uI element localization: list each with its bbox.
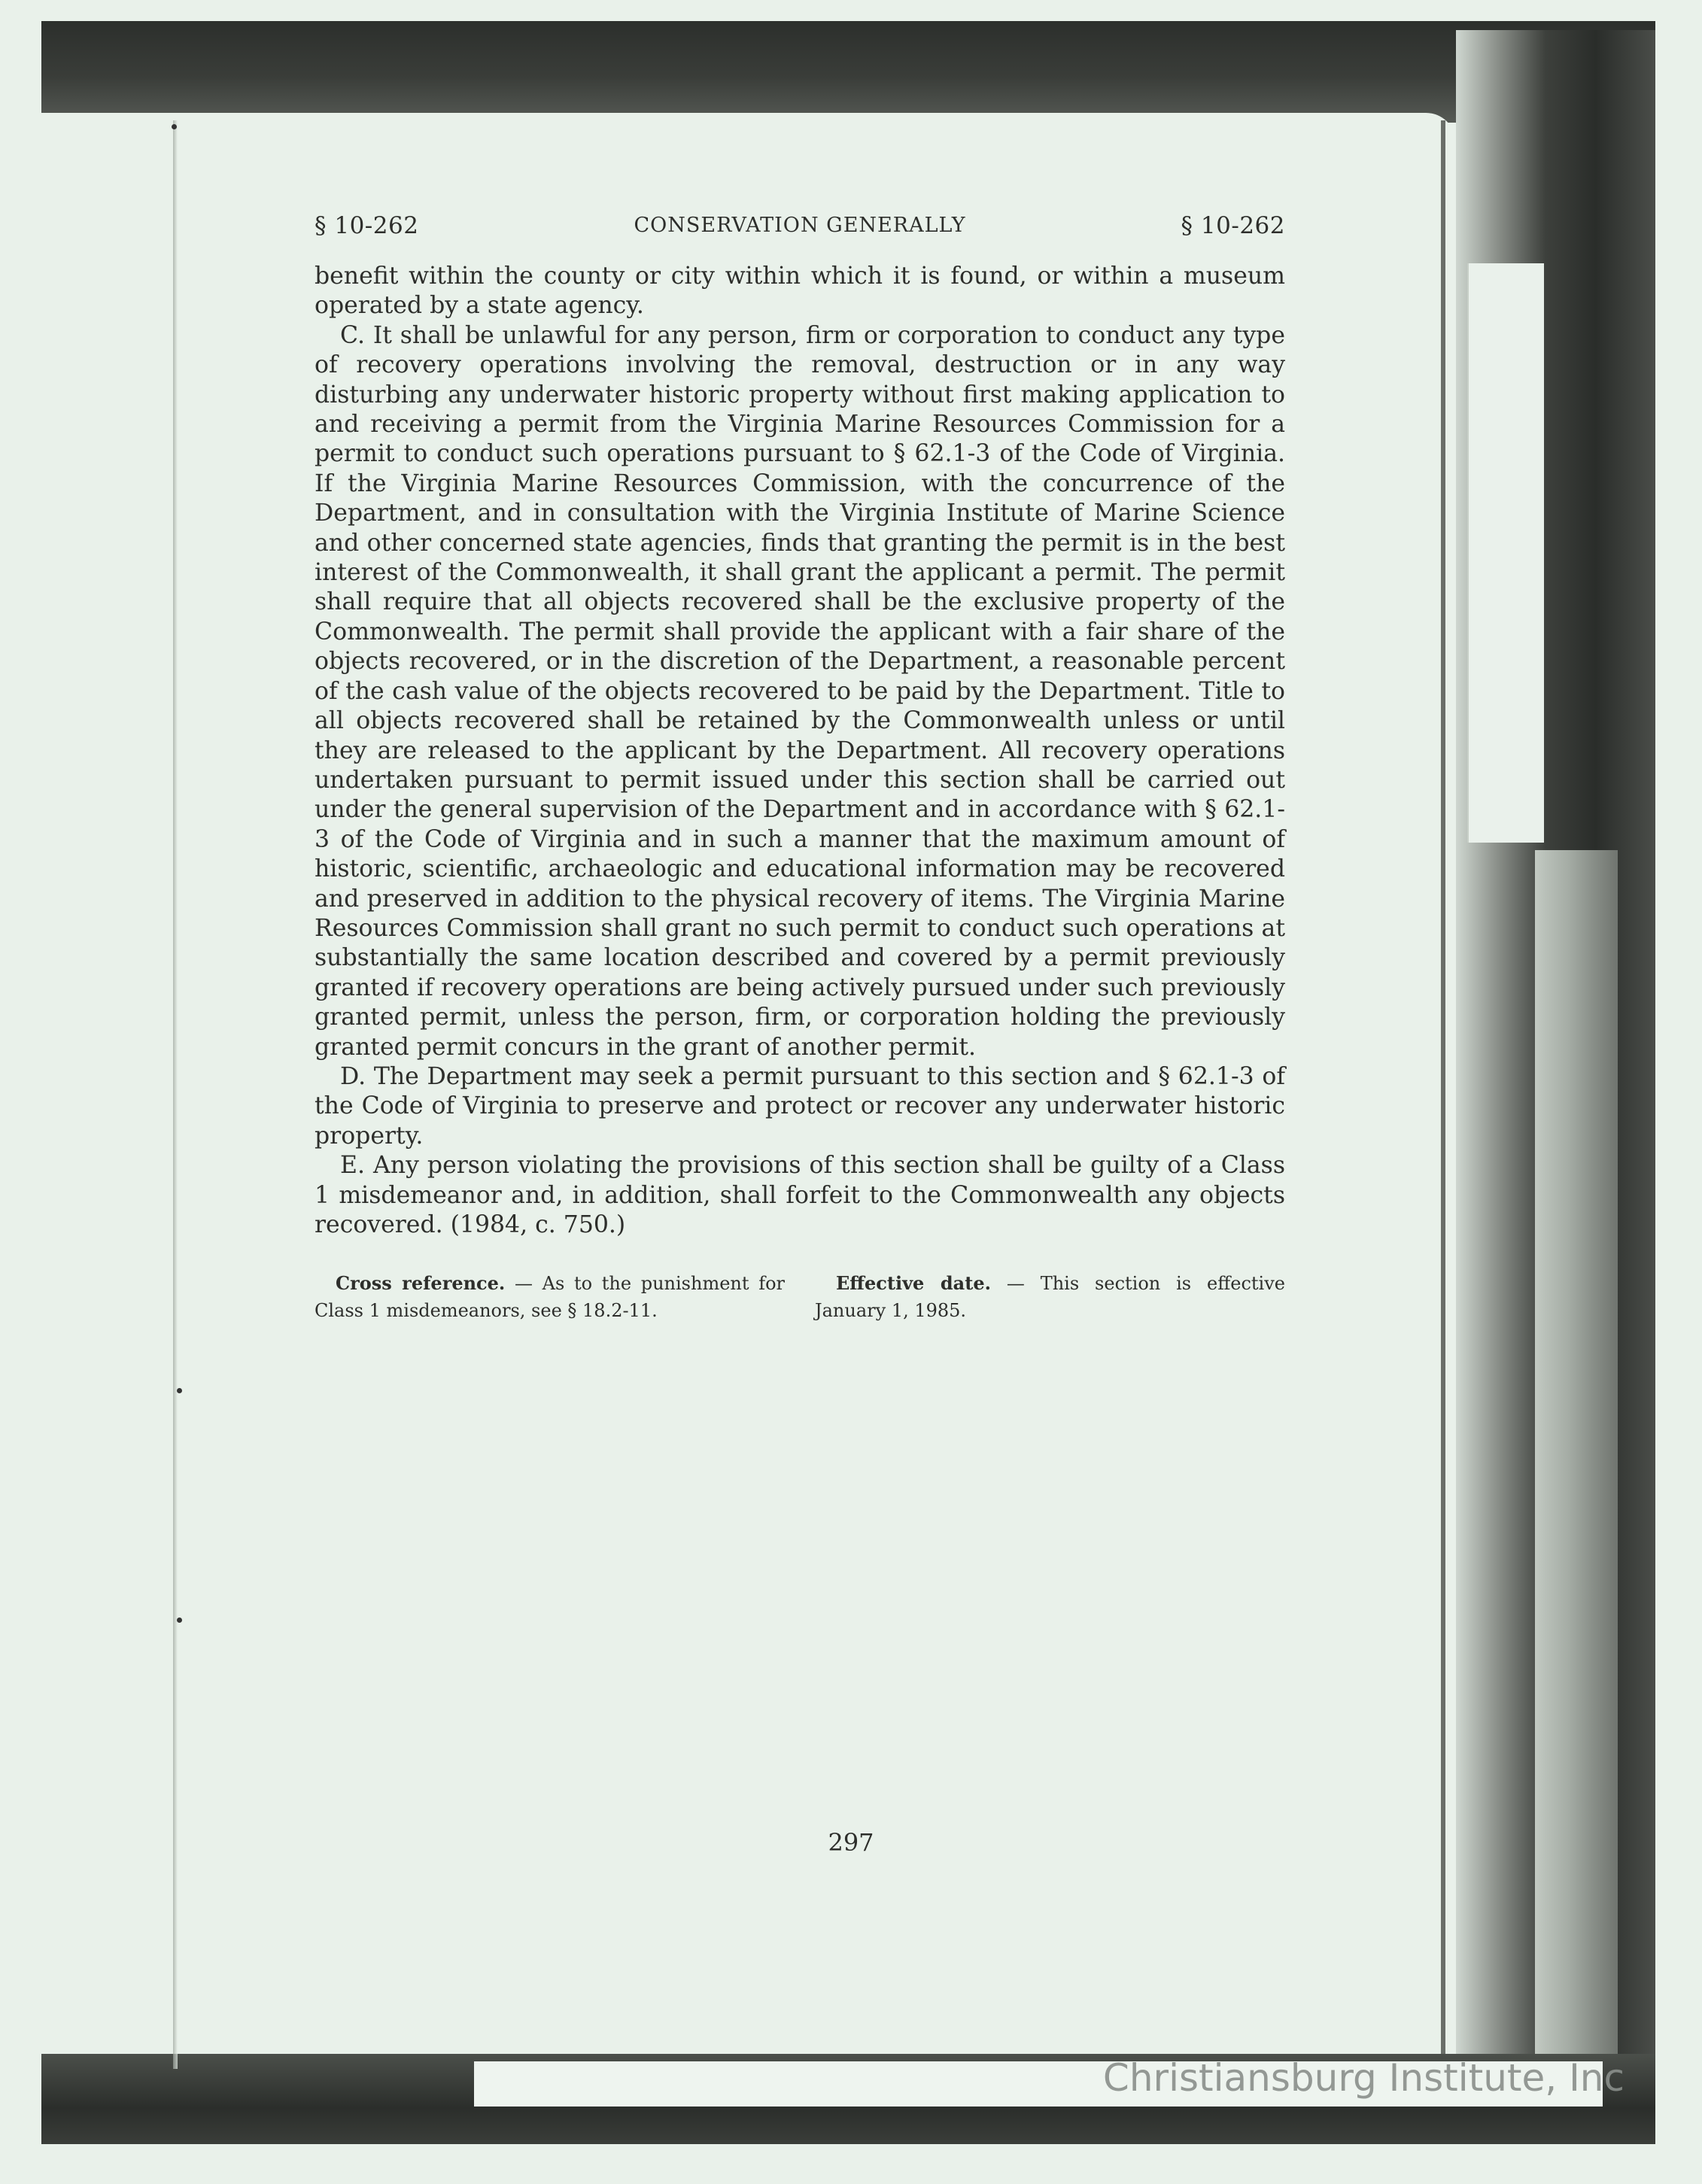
page-content	[315, 212, 1285, 1324]
page-binding-edge	[173, 120, 178, 2069]
statute-body	[315, 262, 1285, 1240]
paragraph-continuation: benefit within the county or city within which it is found, or within a museum operated by a state agency.	[315, 263, 1285, 320]
effective-date-title: Effective date.	[836, 1272, 991, 1295]
cross-reference-title: Cross reference.	[336, 1272, 506, 1295]
section-number-right: § 10-262	[1181, 212, 1285, 239]
scan-speck	[177, 1617, 182, 1623]
scan-page-stack-edge	[1535, 850, 1618, 2054]
scan-border-top	[41, 21, 1655, 123]
cross-reference-text: — As to the punishment for Class 1 misdemeanors, see § 18.2-11.	[315, 1273, 785, 1322]
scan-speck	[172, 124, 177, 129]
page-right-edge	[1441, 120, 1445, 2054]
page-number: 297	[828, 1828, 874, 1857]
annotation-notes	[315, 1270, 1285, 1324]
paragraph-c: C. It shall be unlawful for any person, firm or corporation to conduct any type of recovery operations involving the removal, destruction or in any way disturbing any underwater historic property without first making application to and receiving a permit from the Virginia Marine Resources Commission for a permit to conduct such operations pursuant to § 62.1-3 of the Code of Virginia. If the Virginia Marine Resources Commission, with the concurrence of the Department, and in consultation with the Virginia Institute of Marine Science and other concerned state agencies, finds that granting the permit is in the best interest of the Commonwealth, it shall grant the applicant a permit. The permit shall require that all objects recovered shall be the exclusive property of the Commonwealth. The permit shall provide the applicant with a fair share of the objects recovered, or in the discretion of the Department, a reasonable percent of the cash value of the objects recovered to be paid by the Department. Title to all objects recovered shall be retained by the Commonwealth unless or until they are released to the applicant by the Department. All recovery operations undertaken pursuant to permit issued under this section shall be carried out under the general supervision of the Department and in accordance with § 62.1-3 of the Code of Virginia and in such a manner that the maximum amount of historic, scientific, archaeologic and educational information may be recovered and preserved in addition to the physical recovery of items. The Virginia Marine Resources Commission shall grant no such permit to conduct such operations at substantially the same location described and covered by a permit previously granted if recovery operations are being actively pursued under such previously granted permit, unless the person, firm, or corporation holding the previously granted permit concurs in the grant of another permit.	[315, 321, 1285, 1061]
page-tab-edge	[1467, 263, 1544, 843]
section-number-left: § 10-262	[315, 212, 419, 239]
chapter-title: CONSERVATION GENERALLY	[634, 214, 966, 237]
watermark: Christiansburg Institute, Inc	[1102, 2056, 1624, 2100]
paragraph-e: E. Any person violating the provisions of this section shall be guilty of a Class 1 misdemeanor and, in addition, shall forfeit to the Commonwealth any objects recovered. (1984, c. 750.)	[315, 1152, 1285, 1238]
running-head	[315, 212, 1285, 250]
scan-speck	[177, 1388, 182, 1393]
effective-date-text: — This section is effective January 1, 1985.	[815, 1273, 1285, 1322]
effective-date-note	[815, 1270, 1285, 1324]
paragraph-d: D. The Department may seek a permit pursuant to this section and § 62.1-3 of the Code of Virginia to preserve and protect or recover any underwater historic property.	[315, 1062, 1285, 1150]
cross-reference-note	[315, 1270, 785, 1324]
